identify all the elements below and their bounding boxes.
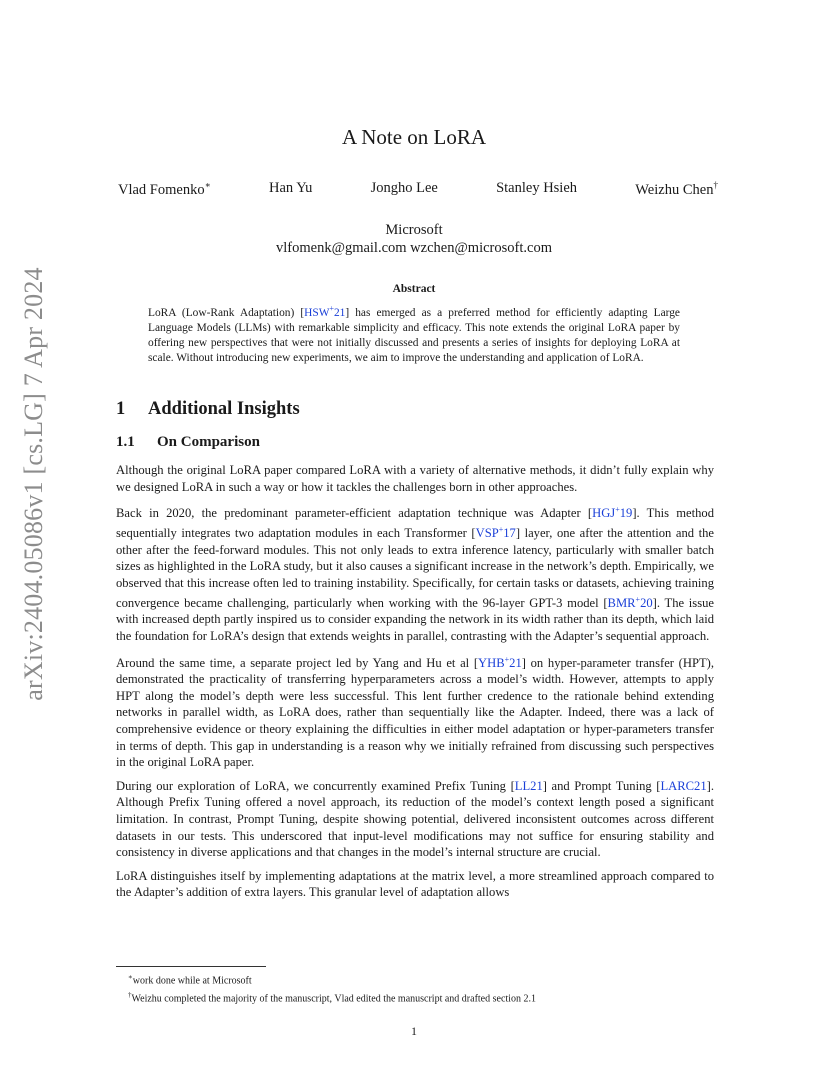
paragraph: During our exploration of LoRA, we concurrently examined Prefix Tuning [LL21] and Prompt Tuning [LARC21]. Although Prefix Tuning offered a novel approach, its reduction of the model’s context length posed a significant limitation. In contrast, Prompt Tuning, despite showing potential, delivered inconsistent outcomes across different datasets in our tests. This underscored that input-level modifications may not suffice for ensuring stability and consistency in diverse applications and that changes in the model’s internal structure are crucial. [116,778,714,860]
citation-link[interactable]: VSP+17 [475,524,516,541]
body-text [116,462,714,908]
footnotes [128,970,708,1007]
citation-link[interactable]: BMR+20 [607,594,653,610]
author: Jongho Lee [370,180,438,196]
abstract-body: LoRA (Low-Rank Adaptation) [HSW+21] has emerged as a preferred method for efficiently adapting Large Language Models (LLMs) with remarkable simplicity and efficacy. This note extends the original LoRA paper by offering new perspectives that were not initially discussed and presents a series of insights for deploying LoRA at scale. Without introducing new experiments, we aim to improve the understanding and application of LoRA. [148,304,680,365]
arxiv-stamp-text: arXiv:2404.05086v1 [cs.LG] 7 Apr 2024 [19,267,48,701]
affiliation: Microsoft [385,222,443,238]
paragraph: LoRA distinguishes itself by implementing adaptations at the matrix level, a more streamlined approach compared to the Adapter’s addition of extra layers. This granular level of adaptation allows [116,868,714,900]
citation-link[interactable]: YHB+21 [478,654,522,670]
author: Weizhu Chen† [635,180,718,198]
affiliation-block [0,221,828,257]
abstract-heading: Abstract [392,283,436,295]
author: Stanley Hsieh [496,180,578,196]
author-list [118,180,718,199]
paragraph: Although the original LoRA paper compared LoRA with a variety of alternative methods, it didn’t fully explain why we designed LoRA in such a way or how it tackles the challenges born in other approaches. [116,463,714,494]
citation-link[interactable]: LL21 [514,778,543,793]
footnote: ∗work done while at Microsoft [128,973,252,987]
author: Han Yu [268,180,313,196]
subsection-heading: 1.1 On Comparison [116,434,260,450]
paragraph: Around the same time, a separate project led by Yang and Hu et al [YHB+21] on hyper-parameter transfer (HPT), demonstrated the practicality of transferring hyperparameters across a model’s width. However, attempts to apply HPT along the model’s depth were less successful. This lent further credence to the rationale behind extending networks in parallel width, as LoRA does, rather than sequentially like the Adapter. Indeed, there was a lack of comprehensive evidence or theory explaining the difficulties in either model adaptation or hyper-parameters transfer in terms of depth. This gap in understanding is a reason why we initially refrained from discussing such perspectives in the original LoRA paper. [116,654,714,770]
citation-link[interactable]: HGJ+19 [592,505,633,521]
page-number: 1 [411,1024,417,1038]
footnote: †Weizhu completed the majority of the manuscript, Vlad edited the manuscript and drafted section 2.1 [128,991,536,1005]
arxiv-stamp [18,268,50,700]
paragraph: Back in 2020, the predominant parameter-efficient adaptation technique was Adapter [HGJ+19]. This method sequentially integrates two adaptation modules in each Transformer [VSP+17] layer, one after the attention and the other after the feed-forward modules. This not only leads to extra inference latency, particularly with smaller batch sizes as highlighted in the LoRA study, but it also causes a significant increase in the network’s depth. Empirically, we observed that this increase often led to training instability. Specifically, for certain tasks or datasets, achieving training convergence became challenging, particularly when working with the 96-layer GPT-3 model [BMR+20]. The issue with increased depth partly inspired us to consider expanding the network in its width rather than its depth, which laid the foundation for LoRA’s design that extends weights in parallel, contrasting with the Adapter’s sequential approach. [116,505,714,643]
section-heading: 1 Additional Insights [116,399,300,419]
paper-title: A Note on LoRA [341,125,487,149]
citation-link[interactable]: LARC21 [660,778,707,793]
author-emails: vlfomenk@gmail.com wzchen@microsoft.com [276,240,552,256]
footnote-rule [116,966,266,967]
citation-link[interactable]: HSW+21 [304,304,346,319]
author: Vlad Fomenko∗ [118,180,211,198]
